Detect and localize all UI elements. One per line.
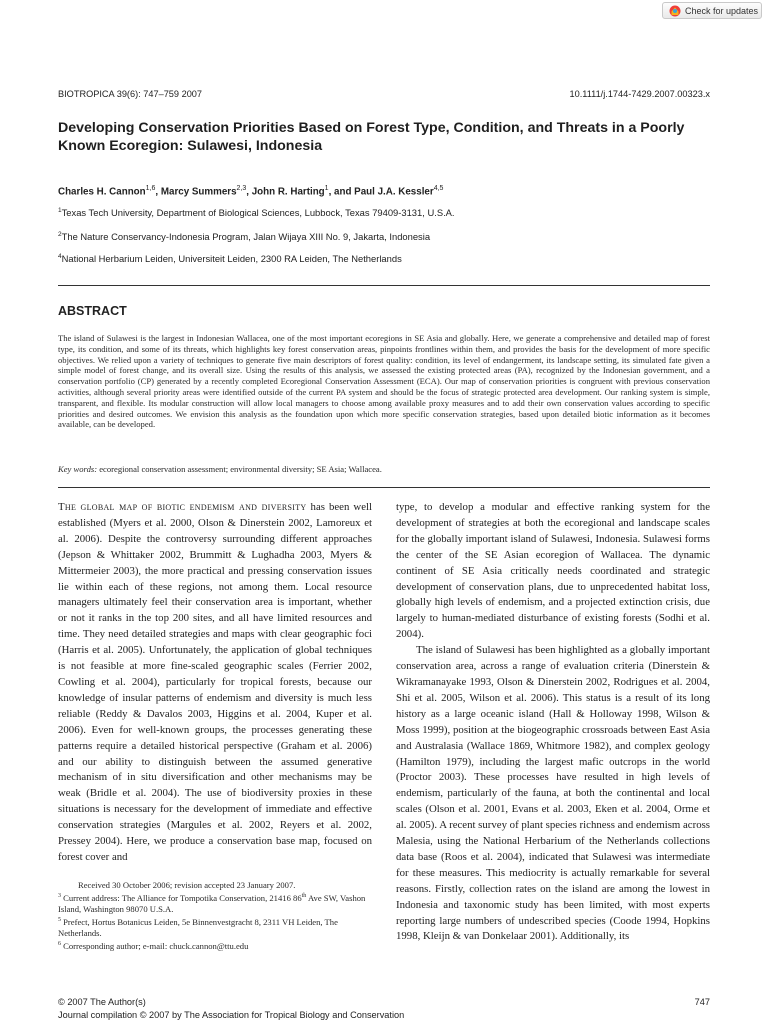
keywords: Key words: ecoregional conservation assessment; environmental diversity; SE Asia; Wallacea. (58, 464, 382, 474)
author-name: Marcy Summers (160, 186, 237, 198)
author-affiliation-mark: 1,6 (145, 185, 156, 192)
abstract-text: The island of Sulawesi is the largest in Indonesian Wallacea, one of the most important ecoregions in SE Asia and globally. Here, we generate a comprehensive and detailed map of forest type, its condition, and some of its threats, which highlights key forest conservation areas, pinpoints frontlines within them, and provides the basis for the development of more specific objectives. We relied upon a variety of techniques to generate five main descriptors of forest quality: condition, its level of endangerment, its landscape setting, its simulated fate given a simple model of forest change, and its overall size. Using the results of this analysis, we assessed the existing protected areas (PA), recognized by the Indonesian government, and a conservation portfolio (CP) generated by a recently completed Ecoregional Conservation Assessment (ECA). Our map of conservation priorities is congruent with previous conservation activities, although several priority areas were identified outside of the current PA system and should be the focus of strategic protected area development. Our ranking system is simple, transparent, and flexible. Its modular construction will allow local managers to choose among available proxy measures and to add their own conservation values according to specific priorities and desired outcomes. We envision this analysis as the foundation upon which more specific conservation strategies, based upon detailed biotic information as it becomes available, can be developed. (58, 333, 710, 430)
intro-paragraph-2: The island of Sulawesi has been highlighted as a globally important conservation area, across a range of evaluation criteria (Dinerstein & Wikramanayake 1993, Olson & Dinerstein 2002, Rodrigues et al. 2004, Shi et al. 2005, Wilson et al. 2006). This status is a result of its long history as a large oceanic island (Hall & Holloway 1998, Wilson & Moss 1999), position at the biogeographic crossroads between East Asia and Australasia (Wallace 1869, Whitmore 1982), and complex geology (Hamilton 1979), including the largest mafic outcrops in the world (Proctor 2003). These processes have resulted in high levels of endemism, particularly of the fauna, at both the continental and local scales (Olson et al. 2001, Evans et al. 2003, Eken et al. 2004, Orme et al. 2005). A recent survey of plant species richness and endemism across Malesia, using the National Herbarium of the Netherlands collections data base (Roos et al. 2004), indicated that Sulawesi was intermediate for these measures. This mediocrity is actually remarkable for several reasons. Firstly, collection rates on the island are among the lowest in Indonesia and taxonomic study has been limited, with most experts reporting large numbers of undescribed species (Coode 1994, Hopkins 1998, Kleijn & van Donkelaar 2001). Additionally, its (396, 644, 710, 943)
abstract-rule-top (58, 285, 710, 286)
body-right-column (396, 500, 710, 945)
footnote-6: $^6$ Corresponding author; e-mail: chuck.cannon@ttu.edu (58, 940, 249, 951)
author-affiliation-mark: 4,5 (433, 185, 444, 192)
author-name: John R. Harting (251, 186, 325, 198)
affiliation-4: $^4$National Herbarium Leiden, Universiteit Leiden, 2300 RA Leiden, The Netherlands (58, 253, 402, 265)
author-separator: , (246, 186, 252, 198)
affiliation-2: $^2$The Nature Conservancy-Indonesia Program, Jalan Wijaya XIII No. 9, Jakarta, Indonesia (58, 231, 431, 243)
crossmark-icon (669, 5, 681, 17)
abstract-rule-bottom (58, 487, 710, 488)
author-affiliation-mark: 2,3 (236, 185, 247, 192)
footnote-5: $^5$ Prefect, Hortus Botanicus Leiden, 5e Binnenvestgracht 8, 2311 VH Leiden, The Netherlands. (58, 916, 338, 938)
body-left-column (58, 500, 372, 866)
author-affiliation-mark: 1 (324, 185, 329, 192)
journal-compilation: Journal compilation © 2007 by The Association for Tropical Biology and Conservation (58, 1010, 405, 1020)
copyright: © 2007 The Author(s) (58, 997, 146, 1007)
article-title: Developing Conservation Priorities Based on Forest Type, Condition, and Threats in a Poorly Known Ecoregion: Sulawesi, Indonesia (58, 120, 685, 154)
journal-reference: BIOTROPICA 39(6): 747–759 2007 (58, 89, 203, 99)
author-list (58, 185, 443, 197)
affiliation-1: $^1$Texas Tech University, Department of Biological Sciences, Lubbock, Texas 79409-3131, U.S.A. (58, 207, 455, 219)
author-separator: , and (328, 186, 355, 198)
footnote-3: $^3$ Current address: The Alliance for Tompotika Conservation, 21416 86th Ave SW, Vashon Island, Washington 98070 U.S.A. (58, 892, 366, 914)
doi: 10.1111/j.1744-7429.2007.00323.x (569, 89, 710, 99)
page-number: 747 (694, 997, 710, 1007)
author-separator: , (155, 186, 161, 198)
check-for-updates-button[interactable] (662, 2, 762, 19)
received-note: Received 30 October 2006; revision accepted 23 January 2007. (78, 880, 296, 890)
intro-paragraph-continued: type, to develop a modular and effective ranking system for the development of strategies at both the ecoregional and landscape scales for the globally important island of Sulawesi, Indonesia. Sulawesi forms the center of the SE Asian ecoregion of Wallacea. The dynamic continent of SE Asia critically needs coordinated and strategic development of conservation plans, due to unprecedented habitat loss, globally high levels of endemism, and a projected extinction crisis, due largely to human-mediated disturbance of existing forests (Sodhi et al. 2004). (396, 501, 710, 641)
author-name: Charles H. Cannon (58, 186, 146, 198)
check-for-updates-label: Check for updates (685, 5, 759, 16)
footnotes (58, 880, 372, 952)
abstract-heading: ABSTRACT (58, 304, 127, 318)
intro-paragraph-1: The global map of biotic endemism and diversity has been well established (Myers et al. 2000, Olson & Dinerstein 2002, Lamoreux et al. 2006). Despite the controversy surrounding different approaches (Jepson & Whittaker 2002, Brummitt & Lughadha 2003, Myers & Mittermeier 2003), the more practical and pressing conservation issues lie within each of these regions, not among them. Local resource managers ultimately feel their conservation area is important, whether or not it ranks in the top 200 sites, and all have limited resources and time. They need detailed strategies and maps with clear geographic foci (Harris et al. 2005). Unfortunately, the application of global techniques is not feasible at more fine-scaled geographic scales (Ferrier 2002, Cowling et al. 2004), particularly for tropical forests, because our knowledge of insular patterns of endemism and diversity is much less reliable (Reddy & Davalos 2003, Higgins et al. 2004, Kuper et al. 2006). Even for well-known groups, the processes generating these patterns require a detailed historical perspective (Graham et al. 2006) and our ability to distinguish between the assumed generative mechanism of in situ diversification and other mechanisms may be weak (Bridle et al. 2004). The use of biodiversity proxies in these situations is necessary for the development of immediate and effective conservation strategies (Margules et al. 2002, Reyers et al. 2002, Pressey 2004). Here, we produce a conservation base map, focused on forest cover and (58, 501, 372, 863)
author-name: Paul J.A. Kessler (354, 186, 434, 198)
